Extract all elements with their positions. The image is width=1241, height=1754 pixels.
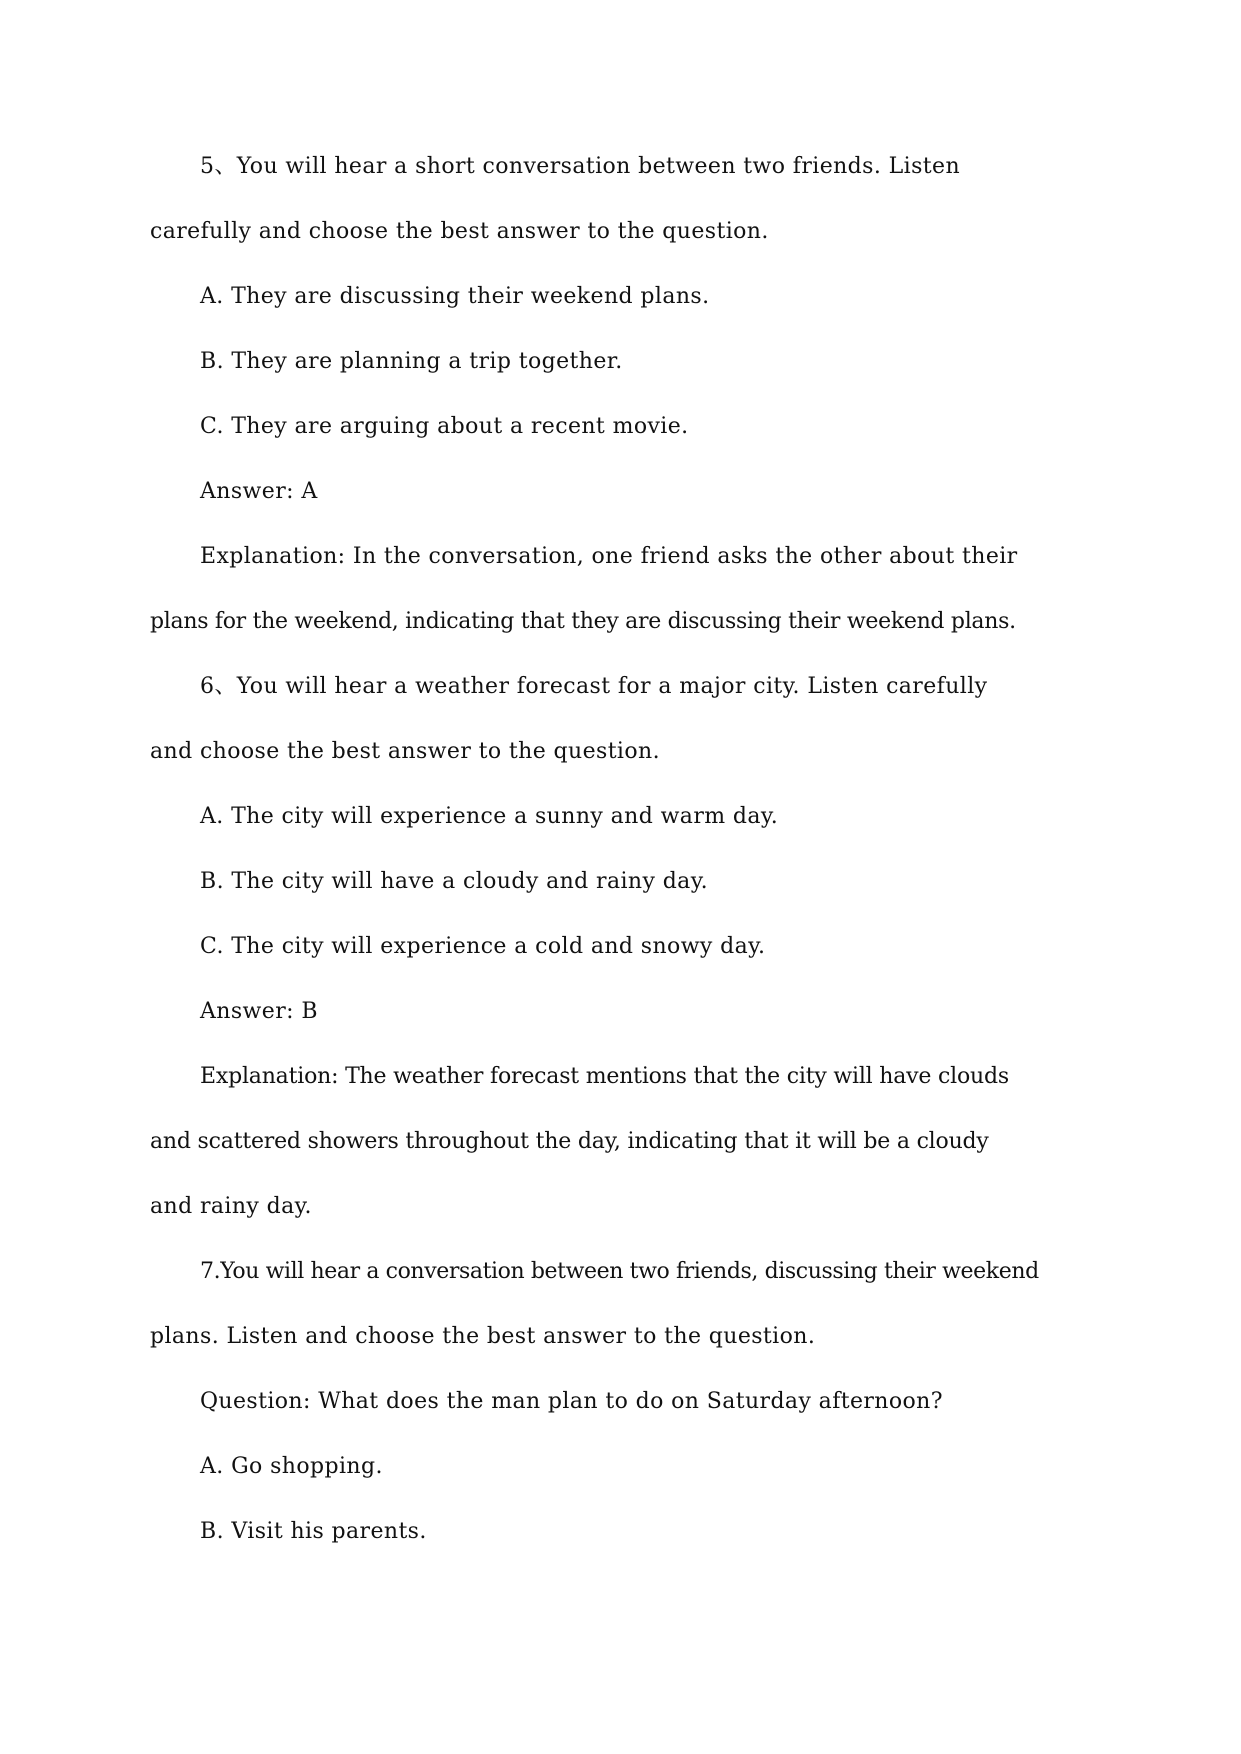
q5-option-b: B. They are planning a trip together. [200,349,623,374]
q6-explanation-line-3: and rainy day. [150,1194,312,1219]
q6-explanation-line-2: and scattered showers throughout the day, indicating that it will be a cloudy [150,1129,989,1154]
q6-prompt-line-2: and choose the best answer to the question. [150,739,660,764]
q5-option-a: A. They are discussing their weekend plans. [200,284,710,309]
q5-explanation-line-1: Explanation: In the conversation, one friend asks the other about their [200,544,1018,569]
q5-explanation-line-2: plans for the weekend, indicating that they are discussing their weekend plans. [150,609,1016,634]
q6-option-c: C. The city will experience a cold and snowy day. [200,934,766,959]
q6-option-a: A. The city will experience a sunny and warm day. [200,804,779,829]
q7-question: Question: What does the man plan to do on Saturday afternoon? [200,1389,943,1414]
q5-prompt-line-2: carefully and choose the best answer to the question. [150,219,769,244]
q6-option-b: B. The city will have a cloudy and rainy day. [200,869,708,894]
q5-option-c: C. They are arguing about a recent movie. [200,414,689,439]
q7-option-a: A. Go shopping. [200,1454,383,1479]
q6-answer: Answer: B [200,999,318,1024]
q7-option-b: B. Visit his parents. [200,1519,427,1544]
q5-prompt-line-1: 5、You will hear a short conversation between two friends. Listen [200,154,961,179]
q7-prompt-line-2: plans. Listen and choose the best answer to the question. [150,1324,816,1349]
q5-answer: Answer: A [200,479,318,504]
q7-prompt-line-1: 7.You will hear a conversation between two friends, discussing their weekend [200,1259,1039,1284]
q6-prompt-line-1: 6、You will hear a weather forecast for a major city. Listen carefully [200,674,988,699]
q6-explanation-line-1: Explanation: The weather forecast mentions that the city will have clouds [200,1064,1009,1089]
